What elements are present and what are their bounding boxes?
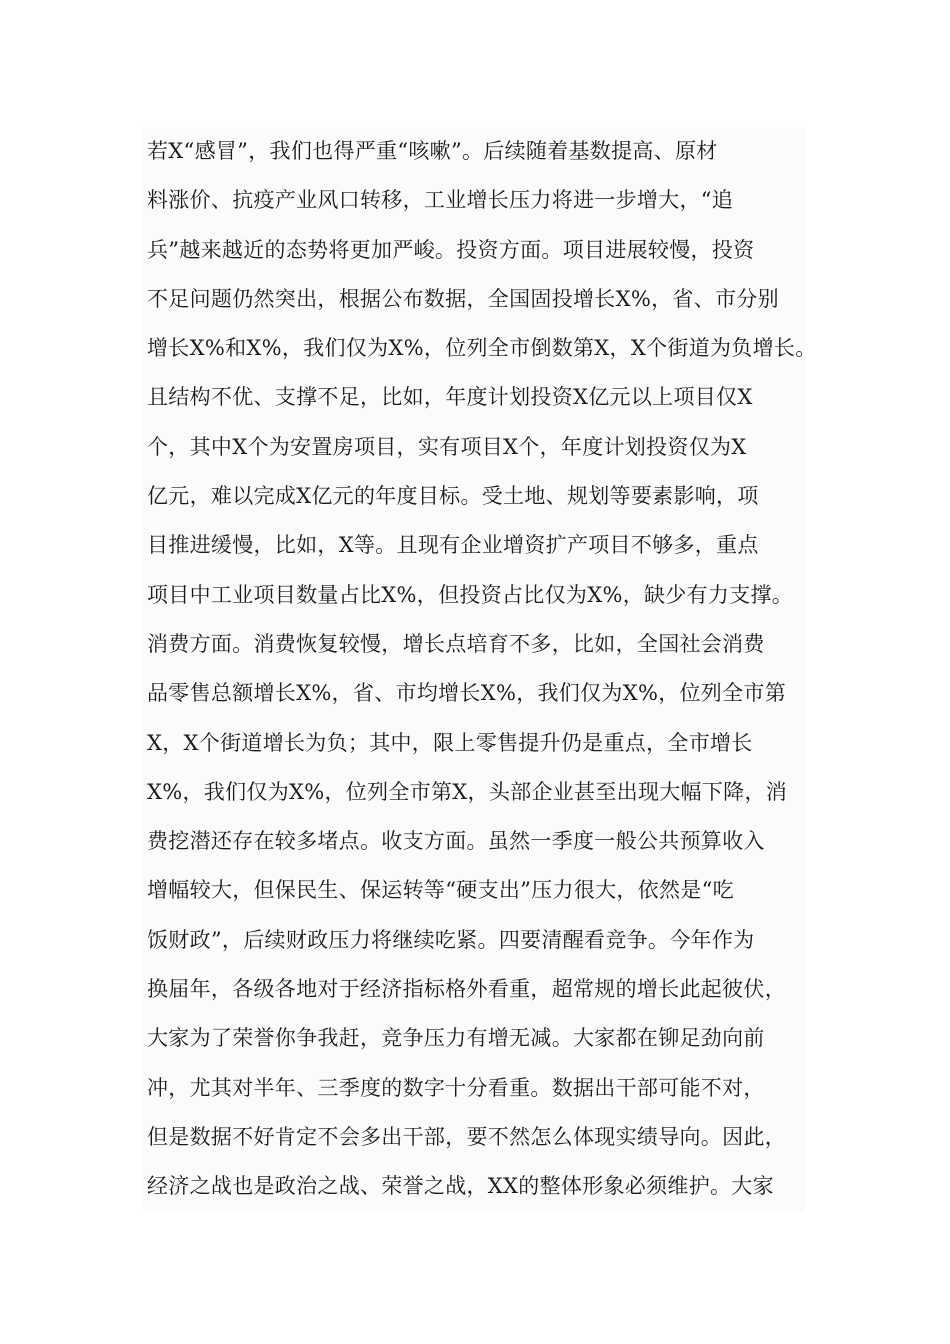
text-line: X%，我们仅为X%，位列全市第X，头部企业甚至出现大幅下降，消 bbox=[147, 779, 788, 804]
text-line: 饭财政”，后续财政压力将继续吃紧。四要清醒看竞争。今年作为 bbox=[147, 927, 755, 952]
text-line: 不足问题仍然突出，根据公布数据，全国固投增长X%，省、市分别 bbox=[147, 286, 779, 311]
text-line: 费挖潜还存在较多堵点。收支方面。虽然一季度一般公共预算收入 bbox=[147, 829, 765, 854]
text-line: 若X“感冒”，我们也得严重“咳嗽”。后续随着基数提高、原材 bbox=[147, 139, 718, 163]
text-line: 亿元，难以完成X亿元的年度目标。受土地、规划等要素影响，项 bbox=[147, 484, 759, 509]
text-line: 品零售总额增长X%，省、市均增长X%，我们仅为X%，位列全市第 bbox=[147, 681, 787, 706]
text-line: 经济之战也是政治之战、荣誉之战，XX的整体形象必须维护。大家 bbox=[147, 1174, 774, 1199]
body-text bbox=[143, 127, 817, 1212]
text-line: 兵”越来越近的态势将更加严峻。投资方面。项目进展较慢，投资 bbox=[147, 237, 755, 262]
text-line: 项目中工业项目数量占比X%，但投资占比仅为X%，缺少有力支撑。 bbox=[147, 582, 794, 607]
text-line: 增长X%和X%，我们仅为X%，位列全市倒数第X，X个街道为负增长。 bbox=[147, 336, 817, 361]
text-line: 料涨价、抗疫产业风口转移，工业增长压力将进一步增大，“追 bbox=[147, 188, 734, 213]
text-line: X，X个街道增长为负；其中，限上零售提升仍是重点，全市增长 bbox=[147, 730, 753, 755]
text-line: 换届年，各级各地对于经济指标格外看重，超常规的增长此起彼伏， bbox=[147, 977, 786, 1002]
text-line: 大家为了荣誉你争我赶，竞争压力有增无减。大家都在铆足劲向前 bbox=[147, 1026, 765, 1051]
text-line: 增幅较大，但保民生、保运转等“硬支出”压力很大，依然是“吃 bbox=[147, 878, 734, 903]
text-line: 个，其中X个为安置房项目，实有项目X个，年度计划投资仅为X bbox=[147, 434, 747, 459]
text-line: 目推进缓慢，比如，X等。且现有企业增资扩产项目不够多，重点 bbox=[147, 533, 759, 558]
text-line: 且结构不优、支撑不足，比如，年度计划投资X亿元以上项目仅X bbox=[147, 385, 753, 410]
text-line: 但是数据不好肯定不会多出干部，要不然怎么体现实绩导向。因此， bbox=[147, 1124, 786, 1149]
text-line: 消费方面。消费恢复较慢，增长点培育不多，比如，全国社会消费 bbox=[147, 631, 765, 656]
text-line: 冲，尤其对半年、三季度的数字十分看重。数据出干部可能不对， bbox=[147, 1075, 765, 1100]
